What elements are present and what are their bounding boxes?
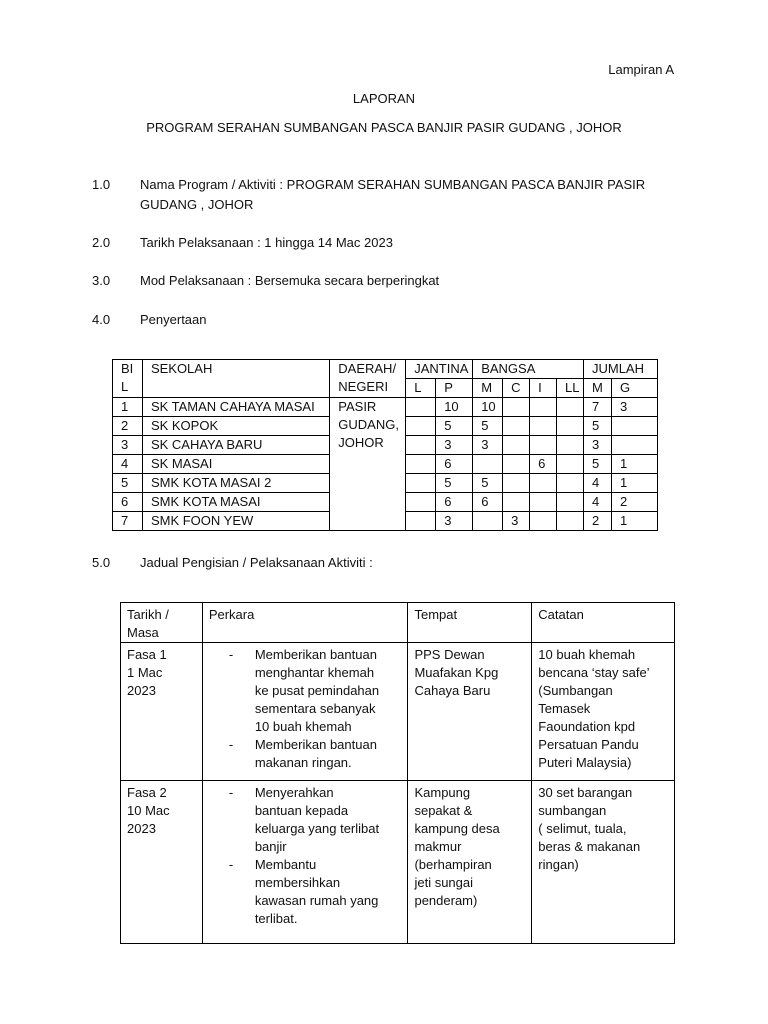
cell-m: 5	[473, 474, 503, 493]
cell-c	[503, 455, 530, 474]
cell-c: 3	[503, 512, 530, 531]
cell-bil: 2	[113, 417, 143, 436]
report-title: LAPORAN	[352, 91, 416, 106]
participation-table	[112, 359, 658, 531]
section-5-text: Jadual Pengisian / Pelaksanaan Aktiviti :	[140, 555, 373, 570]
section-5-number: 5.0	[92, 555, 111, 570]
cell-c	[503, 398, 530, 417]
section-2-number: 2.0	[92, 235, 111, 250]
cell-bil: 7	[113, 512, 143, 531]
cell-l	[406, 493, 436, 512]
cell-c	[503, 493, 530, 512]
cell-bil: 5	[113, 474, 143, 493]
cell-sekolah: SK TAMAN CAHAYA MASAI	[142, 398, 329, 417]
section-1-text-cont: GUDANG , JOHOR	[140, 197, 254, 212]
cell-ll	[557, 493, 584, 512]
cell-l	[406, 474, 436, 493]
table-header-row	[113, 360, 658, 379]
cell-perkara	[202, 781, 408, 944]
cell-sekolah: SK KOPOK	[142, 417, 329, 436]
table-row	[113, 398, 658, 417]
cell-jg: 1	[611, 455, 657, 474]
cell-p: 3	[436, 512, 473, 531]
cell-i	[530, 474, 557, 493]
cell-bil: 4	[113, 455, 143, 474]
cell-c	[503, 436, 530, 455]
cell-l	[406, 436, 436, 455]
header-jantina: JANTINA	[406, 360, 473, 379]
section-3-text: Mod Pelaksanaan : Bersemuka secara berperingkat	[140, 273, 440, 288]
cell-i	[530, 417, 557, 436]
cell-tempat: PPS Dewan Muafakan Kpg Cahaya Baru	[408, 643, 532, 781]
cell-jm: 2	[583, 512, 611, 531]
cell-p: 6	[436, 455, 473, 474]
cell-jm: 3	[583, 436, 611, 455]
header-sekolah: SEKOLAH	[142, 360, 329, 398]
header-c: C	[503, 379, 530, 398]
cell-jg	[611, 436, 657, 455]
header-daerah: DAERAH/ NEGERI	[330, 360, 406, 398]
cell-tarikh: Fasa 2 10 Mac 2023	[121, 781, 203, 944]
cell-ll	[557, 436, 584, 455]
cell-tempat: Kampung sepakat & kampung desa makmur (berhampiran jeti sungai penderam)	[408, 781, 532, 944]
list-item: - Memberikan bantuan menghantar khemah ke pusat pemindahan sementara sebanyak 10 buah khemah	[209, 646, 402, 736]
cell-p: 5	[436, 474, 473, 493]
header-jumlah-m: M	[583, 379, 611, 398]
cell-i: 6	[530, 455, 557, 474]
cell-i	[530, 436, 557, 455]
cell-ll	[557, 512, 584, 531]
table-row	[121, 643, 675, 781]
header-m: M	[473, 379, 503, 398]
cell-p: 3	[436, 436, 473, 455]
cell-i	[530, 493, 557, 512]
cell-jm: 4	[583, 493, 611, 512]
cell-m: 5	[473, 417, 503, 436]
list-item: - Menyerahkan bantuan kepada keluarga yang terlibat banjir	[209, 784, 402, 856]
cell-ll	[557, 474, 584, 493]
cell-sekolah: SMK KOTA MASAI 2	[142, 474, 329, 493]
header-ll: LL	[557, 379, 584, 398]
cell-ll	[557, 417, 584, 436]
cell-jg: 3	[611, 398, 657, 417]
cell-m: 6	[473, 493, 503, 512]
cell-ll	[557, 398, 584, 417]
cell-sekolah: SK CAHAYA BARU	[142, 436, 329, 455]
cell-i	[530, 512, 557, 531]
cell-daerah: PASIR GUDANG, JOHOR	[330, 398, 406, 531]
list-item: - Memberikan bantuan makanan ringan.	[209, 736, 402, 772]
header-tarikh: Tarikh / Masa	[121, 603, 203, 643]
cell-bil: 1	[113, 398, 143, 417]
cell-bil: 3	[113, 436, 143, 455]
cell-jg	[611, 417, 657, 436]
cell-perkara	[202, 643, 408, 781]
cell-p: 5	[436, 417, 473, 436]
header-p: P	[436, 379, 473, 398]
table-row	[121, 781, 675, 944]
cell-jm: 5	[583, 455, 611, 474]
report-subtitle: PROGRAM SERAHAN SUMBANGAN PASCA BANJIR PASIR GUDANG , JOHOR	[146, 120, 622, 135]
header-bil: BI L	[113, 360, 143, 398]
cell-sekolah: SK MASAI	[142, 455, 329, 474]
header-l: L	[406, 379, 436, 398]
header-perkara: Perkara	[202, 603, 408, 643]
cell-c	[503, 417, 530, 436]
cell-i	[530, 398, 557, 417]
header-jumlah-g: G	[611, 379, 657, 398]
cell-l	[406, 512, 436, 531]
section-1-number: 1.0	[92, 177, 111, 192]
header-i: I	[530, 379, 557, 398]
cell-sekolah: SMK FOON YEW	[142, 512, 329, 531]
cell-sekolah: SMK KOTA MASAI	[142, 493, 329, 512]
list-item: - Membantu membersihkan kawasan rumah yang terlibat.	[209, 856, 402, 928]
section-1-text: Nama Program / Aktiviti : PROGRAM SERAHAN SUMBANGAN PASCA BANJIR PASIR	[140, 177, 646, 192]
cell-p: 10	[436, 398, 473, 417]
cell-jg: 1	[611, 474, 657, 493]
header-tempat: Tempat	[408, 603, 532, 643]
cell-l	[406, 455, 436, 474]
cell-p: 6	[436, 493, 473, 512]
section-2-text: Tarikh Pelaksanaan : 1 hingga 14 Mac 2023	[140, 235, 393, 250]
cell-catatan: 30 set barangan sumbangan ( selimut, tuala, beras & makanan ringan)	[532, 781, 675, 944]
cell-m	[473, 512, 503, 531]
activity-table	[120, 602, 675, 944]
cell-m: 10	[473, 398, 503, 417]
section-4-text: Penyertaan	[140, 312, 207, 327]
cell-jm: 4	[583, 474, 611, 493]
cell-jg: 1	[611, 512, 657, 531]
header-catatan: Catatan	[532, 603, 675, 643]
cell-ll	[557, 455, 584, 474]
table-header-row	[121, 603, 675, 643]
cell-m	[473, 455, 503, 474]
cell-jm: 5	[583, 417, 611, 436]
cell-tarikh: Fasa 1 1 Mac 2023	[121, 643, 203, 781]
cell-c	[503, 474, 530, 493]
lampiran-label: Lampiran A	[608, 62, 674, 77]
section-4-number: 4.0	[92, 312, 111, 327]
header-bangsa: BANGSA	[473, 360, 584, 379]
cell-jm: 7	[583, 398, 611, 417]
header-jumlah: JUMLAH	[583, 360, 657, 379]
cell-m: 3	[473, 436, 503, 455]
cell-l	[406, 398, 436, 417]
cell-jg: 2	[611, 493, 657, 512]
section-3-number: 3.0	[92, 273, 111, 288]
cell-catatan: 10 buah khemah bencana ‘stay safe’ (Sumbangan Temasek Faoundation kpd Persatuan Pandu Puteri Malaysia)	[532, 643, 675, 781]
cell-l	[406, 417, 436, 436]
cell-bil: 6	[113, 493, 143, 512]
